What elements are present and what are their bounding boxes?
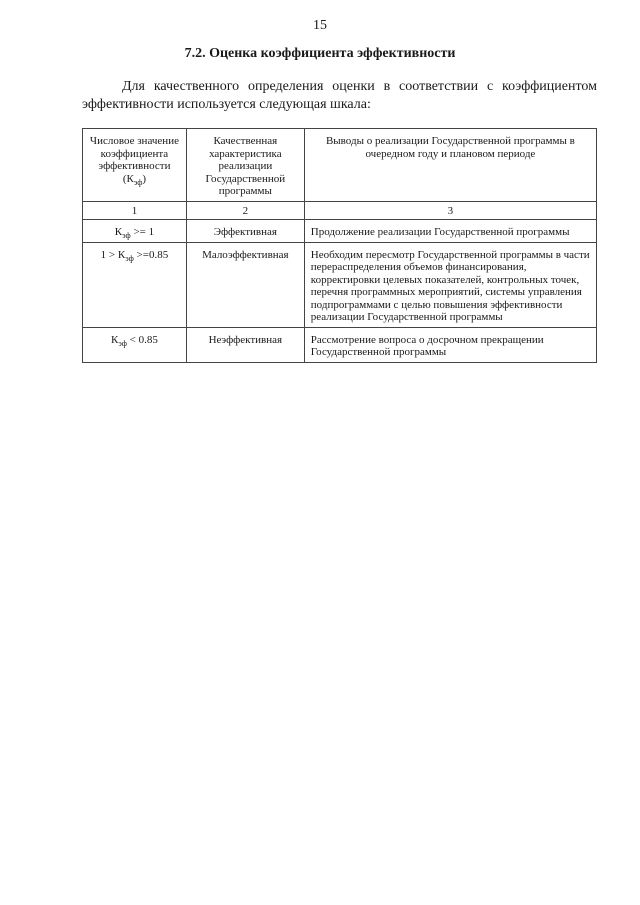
column-number: 2 xyxy=(186,201,304,220)
conclusion-text: Необходим пересмотр Государственной программы в части перераспределения объемов финансирования, корректировки целевых показателей, контрольных точек, перечня программных мероприятий, системы управления подпрограммами с целью повышения эффективности реализации Государственной программы xyxy=(304,242,596,327)
quality-rating: Эффективная xyxy=(186,220,304,243)
header-coefficient-symbol: $(К_{эф})$ xyxy=(122,172,147,187)
coefficient-value: $1 > К_{эф} >=0.85$ xyxy=(83,242,187,327)
intro-paragraph: Для качественного определения оценки в соответствии с коэффициентом эффективности используется следующая шкала: xyxy=(82,79,597,112)
header-quality: Качественная характеристика реализации Государственной программы xyxy=(186,129,304,202)
coefficient-value: $К_{эф} < 0.85$ xyxy=(83,327,187,362)
header-numeric-value-label: Числовое значение коэффициента эффективности xyxy=(89,135,179,172)
conclusion-text: Продолжение реализации Государственной программы xyxy=(304,220,596,243)
column-number-row xyxy=(83,201,597,220)
column-number: 3 xyxy=(304,201,596,220)
header-numeric-value xyxy=(83,129,187,202)
table-header-row xyxy=(83,129,597,202)
efficiency-scale-table xyxy=(82,128,597,363)
quality-rating: Неэффективная xyxy=(186,327,304,362)
section-title: 7.2. Оценка коэффициента эффективности xyxy=(184,46,456,61)
quality-rating: Малоэффективная xyxy=(186,242,304,327)
table-row xyxy=(83,220,597,243)
table-row xyxy=(83,242,597,327)
table-row xyxy=(83,327,597,362)
conclusion-text: Рассмотрение вопроса о досрочном прекращении Государственной программы xyxy=(304,327,596,362)
column-number: 1 xyxy=(83,201,187,220)
header-conclusions: Выводы о реализации Государственной программы в очередном году и плановом периоде xyxy=(304,129,596,202)
page-number: 15 xyxy=(313,18,327,33)
coefficient-value: $К_{эф} >= 1$ xyxy=(83,220,187,243)
